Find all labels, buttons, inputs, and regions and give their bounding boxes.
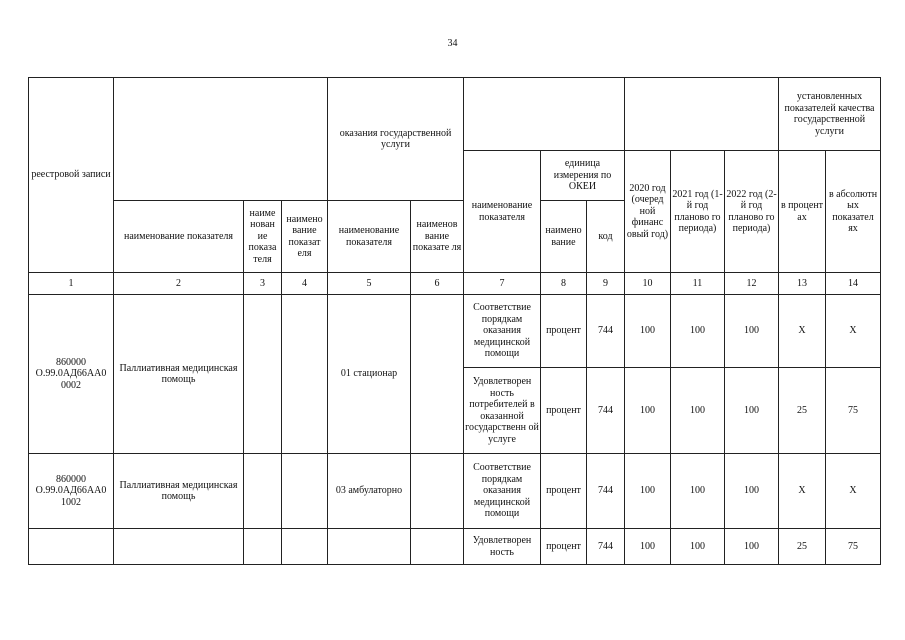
column-number: 11	[671, 273, 725, 295]
header-sub-indicator-5: наименование показателя	[328, 201, 411, 273]
empty-cell	[282, 454, 328, 529]
unit-name: процент	[541, 529, 587, 565]
column-number: 4	[282, 273, 328, 295]
header-unit-okei: единица измерения по ОКЕИ	[541, 151, 625, 201]
column-number: 14	[826, 273, 881, 295]
empty-cell	[282, 295, 328, 454]
header-sub-indicator-2: наименование показателя	[114, 201, 244, 273]
empty-cell	[114, 529, 244, 565]
deviation-absolute: Х	[826, 295, 881, 368]
column-number: 5	[328, 273, 411, 295]
empty-cell	[244, 295, 282, 454]
column-number: 10	[625, 273, 671, 295]
unit-code: 744	[587, 454, 625, 529]
value-2022: 100	[725, 295, 779, 368]
indicator-name: Соответствие порядкам оказания медицинской помощи	[464, 454, 541, 529]
empty-cell	[411, 295, 464, 454]
deviation-absolute: 75	[826, 529, 881, 565]
header-unit-code: код	[587, 201, 625, 273]
page-number: 34	[447, 38, 458, 49]
registry-number: 860000 О.99.0АД66АА0 1002	[29, 454, 114, 529]
header-sub-indicator-4: наимено вание показат еля	[282, 201, 328, 273]
value-2021: 100	[671, 529, 725, 565]
header-service-provision: оказания государственной услуги	[328, 78, 464, 201]
unit-code: 744	[587, 295, 625, 368]
unit-name: процент	[541, 295, 587, 368]
deviation-percent: Х	[779, 454, 826, 529]
header-indicator-name: наименование показателя	[464, 151, 541, 273]
column-number: 12	[725, 273, 779, 295]
empty-cell	[411, 454, 464, 529]
indicator-name: Удовлетворен ность потребителей в оказанной государственн ой услуге	[464, 368, 541, 454]
column-number: 9	[587, 273, 625, 295]
service-condition: 01 стационар	[328, 295, 411, 454]
empty-cell	[282, 529, 328, 565]
header-registry-record: реестровой записи	[29, 78, 114, 273]
column-number: 2	[114, 273, 244, 295]
service-name: Паллиативная медицинская помощь	[114, 454, 244, 529]
deviation-percent: 25	[779, 529, 826, 565]
deviation-percent: 25	[779, 368, 826, 454]
header-in-percent: в процент ах	[779, 151, 826, 273]
value-2022: 100	[725, 454, 779, 529]
value-2020: 100	[625, 368, 671, 454]
indicator-name: Удовлетворен ность	[464, 529, 541, 565]
header-sub-indicator-6: наименов вание показате ля	[411, 201, 464, 273]
value-2021: 100	[671, 295, 725, 368]
header-quality-established: установленных показателей качества государственной услуги	[779, 78, 881, 151]
value-2022: 100	[725, 529, 779, 565]
header-indicator-blank	[464, 78, 625, 151]
empty-cell	[29, 529, 114, 565]
header-year-2021: 2021 год (1-й год планово го периода)	[671, 151, 725, 273]
unit-code: 744	[587, 368, 625, 454]
header-unit-name: наимено вание	[541, 201, 587, 273]
header-content-blank	[114, 78, 328, 201]
state-service-quality-table	[28, 77, 881, 565]
empty-cell	[328, 529, 411, 565]
value-2021: 100	[671, 454, 725, 529]
service-condition: 03 амбулаторно	[328, 454, 411, 529]
header-sub-indicator-3: наиме нован ие показа теля	[244, 201, 282, 273]
value-2022: 100	[725, 368, 779, 454]
column-number: 3	[244, 273, 282, 295]
empty-cell	[411, 529, 464, 565]
service-name: Паллиативная медицинская помощь	[114, 295, 244, 454]
column-number: 6	[411, 273, 464, 295]
deviation-percent: Х	[779, 295, 826, 368]
column-number: 13	[779, 273, 826, 295]
deviation-absolute: Х	[826, 454, 881, 529]
table-row	[29, 454, 881, 529]
registry-number: 860000 О.99.0АД66АА0 0002	[29, 295, 114, 454]
value-2020: 100	[625, 529, 671, 565]
value-2020: 100	[625, 295, 671, 368]
deviation-absolute: 75	[826, 368, 881, 454]
table-row	[29, 295, 881, 368]
empty-cell	[244, 454, 282, 529]
header-year-2022: 2022 год (2-й год планово го периода)	[725, 151, 779, 273]
unit-name: процент	[541, 454, 587, 529]
empty-cell	[244, 529, 282, 565]
column-number: 1	[29, 273, 114, 295]
indicator-name: Соответствие порядкам оказания медицинской помощи	[464, 295, 541, 368]
table-row	[29, 529, 881, 565]
header-in-absolute: в абсолютн ых показател ях	[826, 151, 881, 273]
header-values-blank	[625, 78, 779, 151]
unit-code: 744	[587, 529, 625, 565]
value-2020: 100	[625, 454, 671, 529]
column-number: 8	[541, 273, 587, 295]
unit-name: процент	[541, 368, 587, 454]
value-2021: 100	[671, 368, 725, 454]
column-number: 7	[464, 273, 541, 295]
header-year-2020: 2020 год (очеред ной финанс овый год)	[625, 151, 671, 273]
